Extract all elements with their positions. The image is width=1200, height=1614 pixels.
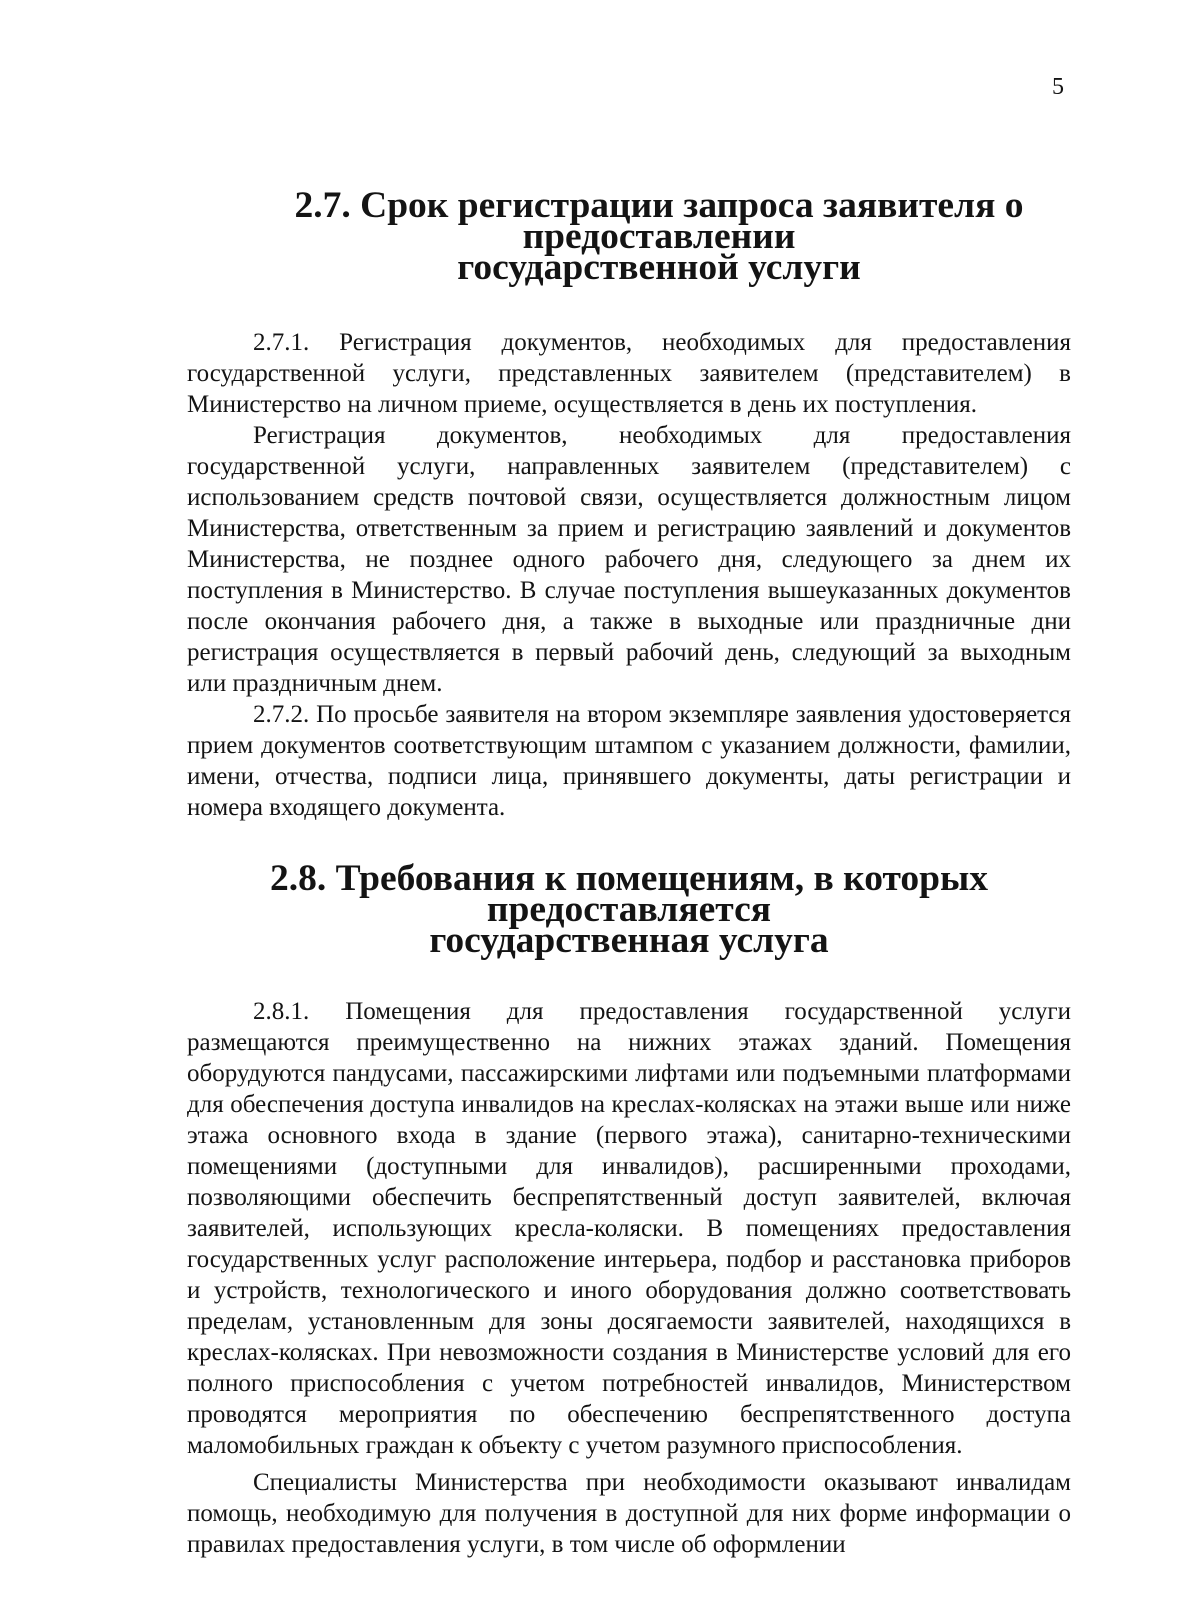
spacer — [187, 283, 1071, 327]
document-body — [187, 185, 1071, 1560]
section-2-7-heading-line1: 2.7. Срок регистрации запроса заявителя о предоставлении — [294, 185, 1024, 257]
paragraph-2-8-1-continued: Специалисты Министерства при необходимости оказывают инвалидам помощь, необходимую для получения в доступной для них форме информации о правилах предоставления услуги, в том числе об оформлении — [187, 1469, 1071, 1558]
paragraph-2-8-1: 2.8.1. Помещения для предоставления государственной услуги размещаются преимущественно на нижних этажах зданий. Помещения оборудуются пандусами, пассажирскими лифтами или подъемными платформами для обеспечения доступа инвалидов на креслах-колясках на этажи выше или ниже этажа основного входа в здание (первого этажа), санитарно-техническими помещениями (доступными для инвалидов), расширенными проходами, позволяющими обеспечить беспрепятственный доступ заявителей, включая заявителей, использующих кресла-коляски. В помещениях предоставления государственных услуг расположение интерьера, подбор и расстановка приборов и устройств, технологического и иного оборудования должно соответствовать пределам, установленным для зоны досягаемости заявителей, находящихся в креслах-колясках. При невозможности создания в Министерстве условий для его полного приспособления с учетом потребностей инвалидов, Министерством проводятся мероприятия по обеспечению беспрепятственного доступа маломобильных граждан к объекту с учетом разумного приспособления. — [187, 998, 1071, 1459]
paragraph-2-7-1: 2.7.1. Регистрация документов, необходимых для предоставления государственной услуги, представленных заявителем (представителем) в Министерство на личном приеме, осуществляется в день их поступления. — [187, 329, 1071, 418]
section-2-8-heading-line1: 2.8. Требования к помещениям, в которых предоставляется — [269, 858, 989, 930]
spacer — [187, 956, 1071, 996]
paragraph-2-7-1-continued: Регистрация документов, необходимых для предоставления государственной услуги, направленных заявителем (представителем) с использованием средств почтовой связи, осуществляется должностным лицом Министерства, ответственным за прием и регистрацию заявлений и документов Министерства, не позднее одного рабочего дня, следующего за днем их поступления в Министерство. В случае поступления вышеуказанных документов после окончания рабочего дня, а также в выходные или праздничные дни регистрация осуществляется в первый рабочий день, следующий за выходным или праздничным днем. — [187, 422, 1071, 697]
spacer — [187, 823, 1071, 863]
page-number: 5 — [1052, 74, 1064, 100]
paragraph-2-7-2: 2.7.2. По просьбе заявителя на втором экземпляре заявления удостоверяется прием документов соответствующим штампом с указанием должности, фамилии, имени, отчества, подписи лица, принявшего документы, даты регистрации и номера входящего документа. — [187, 701, 1071, 821]
section-2-8-heading-line2: государственная услуга — [429, 920, 829, 961]
section-2-7-heading — [247, 185, 1071, 288]
section-2-8-heading — [187, 858, 1071, 961]
section-2-7-heading-line2: государственной услуги — [457, 247, 861, 288]
